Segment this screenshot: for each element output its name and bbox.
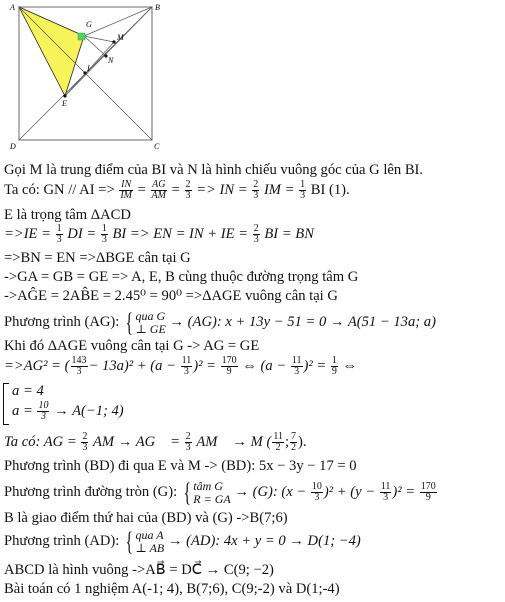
l12-text: Ta có: AG = (4, 433, 77, 450)
l12-text: AM → AG⃗ = (93, 433, 181, 450)
text-line-1: Gọi M là trung điểm của BI và N là hình chiếu vuông góc của G lên BI. (4, 162, 424, 178)
case-a: a = 4 (12, 383, 44, 399)
brace: { (125, 526, 134, 556)
right-angle-marker (78, 33, 85, 40)
text-line-3: E là trọng tâm ΔACD (4, 207, 131, 223)
system: tâm G R = GA (193, 478, 231, 506)
text-line-15: B là giao điểm thứ hai của (BD) và (G) ->B(7;6) (4, 510, 288, 526)
text-line-6: ->GA = GB = GE => A, E, B cùng thuộc đường trọng tâm G (4, 269, 359, 285)
text-line-13: Phương trình (BD) đi qua E và M -> (BD): 5x − 3y − 17 = 0 (4, 458, 357, 474)
fraction: $\frac{1}{3}$ (101, 223, 107, 245)
l10-text: )² = (303, 357, 327, 374)
text-line-7: ->AĜE = 2AB̂E = 2.45⁰ = 90⁰ =>ΔAGE vuông cân tại G (4, 288, 338, 304)
l12-text: AM⃗ → M ( (196, 433, 272, 450)
text-line-10 (4, 356, 357, 377)
fraction: $\frac{1}{9}$ (331, 355, 337, 377)
l4-text: BI = BN (264, 225, 314, 242)
label-d: D (10, 142, 16, 151)
brace: { (125, 307, 134, 337)
system: qua A ⊥ AB (135, 527, 165, 555)
l8-text: → (AG): x + 13y − 51 = 0 → A(51 − 13a; a) (169, 314, 436, 330)
fraction: $\frac{1}{3}$ (56, 223, 62, 245)
fraction: $\frac{1}{3}$ (300, 179, 306, 201)
fraction: $\frac{7}{2}$ (291, 431, 297, 453)
text-line-2: Ta có: GN // AI => $\frac{IN}{IM}$ = $\frac{AG}{AM}$ = $\frac{2}{3}$ => IN = $\frac{2}{3}$ IM = $\frac{1}{3}$ BI (1). (4, 179, 350, 201)
l10-text: ⇔ (a − (242, 357, 287, 374)
point-e (63, 94, 66, 97)
text-line-18: Bài toán có 1 nghiệm A(-1; 4), B(7;6), C(9;-2) và D(1;-4) (4, 581, 340, 597)
brace: { (183, 477, 191, 507)
geometry-figure (0, 0, 180, 156)
case-bracket (3, 383, 9, 425)
fraction: $\frac{2}{3}$ (253, 179, 259, 201)
point-m (112, 40, 115, 43)
l8-text: Phương trình (AG): (4, 314, 120, 330)
l10-text: − 13a)² + (a − (88, 357, 176, 374)
fraction: $\frac{2}{3}$ (185, 431, 191, 453)
l4-text: BI => EN = IN + IE = (112, 225, 249, 242)
text-line-8 (4, 309, 436, 336)
text-line-12: Ta có: AG = $\frac{2}{3}$ AM → AG⃗ = $\frac{2}{3}$ AM⃗ → M ( $\frac{11}{2}$ ; $\frac{7}{2}$ ). (4, 431, 307, 453)
l4-text: =>IE = (4, 225, 51, 242)
text-line-9: Khi đó ΔAGE vuông cân tại G -> AG = GE (4, 338, 260, 354)
fraction: $\frac{2}{3}$ (82, 431, 88, 453)
label-g: G (86, 20, 92, 29)
text-line-16 (4, 528, 361, 555)
case-b: a = $\frac{10}{3}$ → A(−1; 4) (12, 400, 124, 422)
l10-text: =>AG² = ( (4, 357, 70, 374)
l14-text: )² = (392, 484, 416, 500)
fraction: $\frac{2}{3}$ (185, 179, 191, 201)
l4-text: DI = (67, 225, 97, 242)
fraction: $\frac{11}{3}$ (291, 355, 302, 377)
segment-gb (84, 7, 152, 36)
fraction: $\frac{170}{9}$ (420, 481, 436, 504)
fraction: $\frac{AG}{AM}$ (151, 179, 166, 201)
text-line-14 (4, 479, 438, 506)
l10-text: )² = (193, 357, 216, 374)
fraction: $\frac{IN}{IM}$ (120, 179, 133, 201)
fraction: $\frac{11}{3}$ (380, 481, 391, 504)
fraction: $\frac{2}{3}$ (253, 223, 259, 245)
fraction: $\frac{11}{2}$ (273, 431, 283, 453)
l2-text: IM = (263, 181, 295, 198)
segment-gn (84, 36, 106, 56)
label-e: E (62, 99, 67, 108)
l16-text: Phương trình (AD): (4, 533, 120, 549)
fraction: $\frac{10}{3}$ (311, 481, 322, 504)
l10-text: ⇔ (342, 357, 358, 374)
segment-gm (84, 36, 114, 42)
l16-text: → (AD): 4x + y = 0 → D(1; −4) (167, 533, 361, 549)
text-line-11 (0, 383, 300, 425)
label-c: C (154, 142, 160, 151)
text-line-5: =>BN = EN =>ΔBGE cân tại G (4, 250, 191, 266)
label-m: M (117, 33, 124, 42)
system: qua G ⊥ GE (135, 308, 166, 336)
fraction: $\frac{10}{3}$ (38, 400, 49, 422)
l2-text: BI (1). (310, 181, 350, 198)
text-line-17: ABCD là hình vuông ->AB⃗ = DC⃗ → C(9; −2) (4, 562, 274, 578)
label-i: I (87, 64, 90, 73)
triangle-age (19, 7, 84, 96)
l14-text: → (G): (x − (234, 484, 307, 500)
fraction: $\frac{170}{9}$ (221, 355, 237, 377)
l2-text: Ta có: GN // AI => (4, 181, 115, 198)
fraction: $\frac{143}{3}$ (71, 355, 87, 377)
l2-text: => IN = (196, 181, 248, 198)
label-n: N (108, 56, 114, 65)
text-line-4 (4, 224, 314, 245)
label-a: A (10, 3, 15, 12)
l14-text: Phương trình đường tròn (G): (4, 484, 178, 500)
label-b: B (155, 3, 160, 12)
l14-text: )² + (y − (323, 484, 376, 500)
fraction: $\frac{11}{3}$ (181, 355, 192, 377)
